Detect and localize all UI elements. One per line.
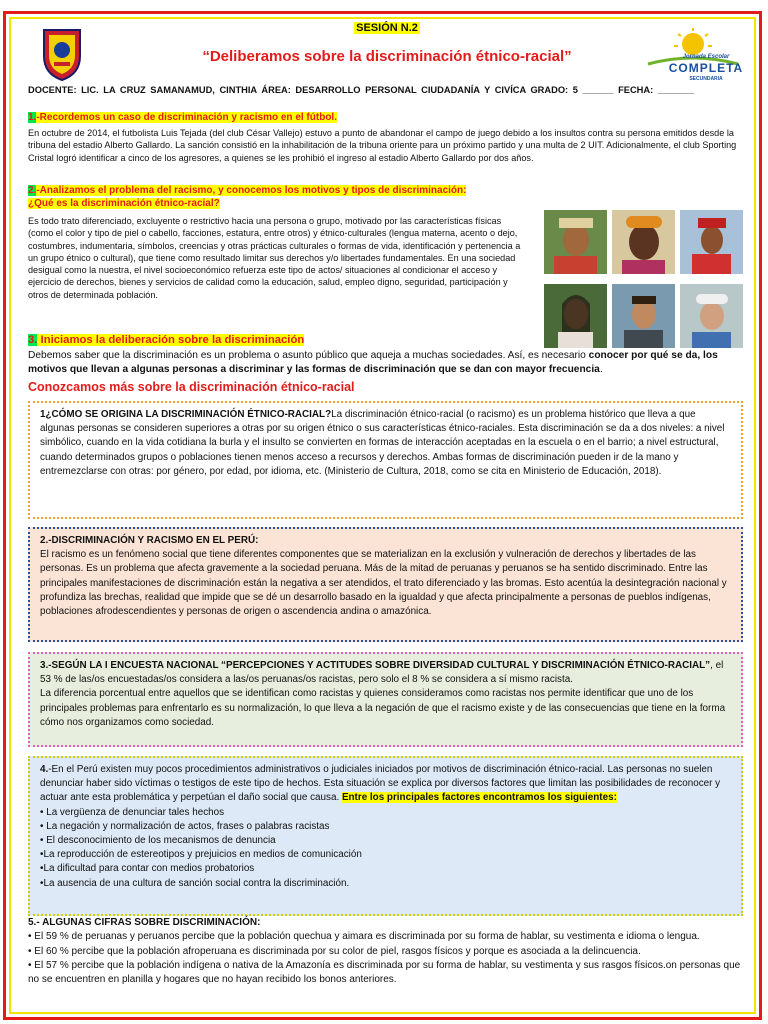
list-item: • El 57 % percibe que la población indígena o nativa de la Amazonía es discriminada por su forma de hablar, su vestimenta y sus rasgos físicos.on personas que no se encuentren en planilla y hogares que no hayan recibido los bonos anteriores. [28, 959, 741, 986]
list-item: • El 59 % de peruanas y peruanos percibe que la población quechua y aimara es discriminada por su forma de hablar, su vestimenta e idioma o lengua. [28, 931, 700, 943]
list-item: •La dificultad para contar con medios probatorios [40, 863, 255, 875]
section-1-body: En octubre de 2014, el futbolista Luis Tejada (del club César Vallejo) estuvo a punto de abandonar el campo de juego debido a los insultos contra su persona emitidos desde la tribuna del estadio Alberto Gallardo. La sanción consistió en la inhabilitación de la tribuna oriente para un próximo partido y una multa de 2 UIT. Adicionalmente, el club Sporting Cristal logró identificar a cinco de los agresores, a quienes se les prohibió el ingreso al estadio Alberto Gallardo por dos años. [28, 128, 737, 163]
portrait-photo-icon [612, 210, 675, 274]
section-1-heading: 1.-Recordemos un caso de discriminación y racismo en el fútbol. [28, 112, 337, 123]
photo-grid [544, 210, 744, 350]
factors-highlight: Entre los principales factores encontramos los siguientes: [341, 792, 617, 804]
logo-sub-text: SECUNDARIA [689, 76, 723, 82]
list-item: •La ausencia de una cultura de sanción social contra la discriminación. [40, 877, 350, 889]
list-item: • El desconocimiento de los mecanismos de denuncia [40, 835, 276, 847]
info-box-survey: 3.-SEGÚN LA I ENCUESTA NACIONAL “PERCEPCIONES Y ACTITUDES SOBRE DIVERSIDAD CULTURAL Y DISCRIMINACIÓN ÉTNICO-RACIAL”, el 53 % de las/os encuestadas/os considera a las/os peruanas/os racistas, pero solo el 8 % se considera a sí mismo racista. La diferencia porcentual entre aquellos que se identifican como racistas y quienes consideramos como racistas nos permite identificar que uno de los principales problemas para enfrentarlo es su normalización, lo que lleva a la negación de que el racismo existe y de las consecuencias que tiene en la forma cómo nos organizamos como sociedad. [28, 652, 743, 747]
portrait-photo-icon [612, 284, 675, 348]
info-box-origin: 1¿CÓMO SE ORIGINA LA DISCRIMINACIÓN ÉTNICO-RACIAL?La discriminación étnico-racial (o racismo) es un problema histórico que lleva a que algunas personas se consideren superiores a otras por su origen étnico o sus características étnico-raciales. Esta discriminación se da a dos niveles: a nivel simbólico, cuando en la vida cotidiana la burla y el insulto se convierten en formas de interacción aceptadas en la escuela o en el barrio; a nivel estructural, cuando determinados grupos o poblaciones tienen menos acceso a recursos y derechos. Ambas formas de discriminación pueden ir de la mano y entremezclarse con otras: por género, por edad, por idioma, etc. (Ministerio de Cultura, 2018, como se cita en Ministerio de Educación, 2018). [28, 401, 743, 519]
info-box-peru: 2.-DISCRIMINACIÓN Y RACISMO EN EL PERÚ: El racismo es un fenómeno social que tiene diferentes componentes que se materializan en la exclusión y vulneración de derechos y libertades de las personas. Es un problema que afecta gravemente a la sociedad peruana. Más de la mitad de peruanas y peruanos se ha sentido discriminado. Entre las principales manifestaciones de discriminación están la negativa a ser atendidos, el trato diferenciado y las bromas. Esto acentúa la desintegración nacional y profundiza las brechas, realidad que impide que se dé un desarrollo basado en la igualdad y que afecta principalmente a personas de pueblos indígenas, poblaciones afrodescendientes y personas de origen o ascendencia andina o amazónica. [28, 527, 743, 642]
conozcamos-heading: Conozcamos más sobre la discriminación étnico-racial [28, 380, 355, 394]
session-label: SESIÓN N.2 [356, 22, 418, 34]
factors-list [40, 806, 731, 891]
section-2-heading: 2.-Analizamos el problema del racismo, y conocemos los motivos y tipos de discriminación: ¿Qué es la discriminación étnico-racial? [28, 185, 467, 209]
section-2-body: Es todo trato diferenciado, excluyente o restrictivo hacia una persona o grupo, motivado por las características físicas (como el color y tipo de piel o cabello, facciones, estatura, entre otros) y étnico-culturales (lengua materna, acento o dejo, costumbres, indumentaria, símbolos, creencias y otras prácticas culturales o formas de vida, identificación y pertenencia a un grupo étnico o cultural), que tiene como resultado limitar sus derechos y/o libertades fundamentales. En una sociedad desigual como la nuestra, el nivel socioeconómico refuerza este tipo de actos/ situaciones al condicionar el acceso y ejercicio de derechos, bienes y servicios de calidad como la educación, salud, empleo digno, seguridad, participación y otros de determinada población. [28, 216, 521, 300]
section-2-question: ¿Qué es la discriminación étnico-racial? [28, 198, 220, 209]
teacher-info: DOCENTE: LIC. LA CRUZ SAMANAMUD, CINTHIA ÁREA: DESARROLLO PERSONAL CIUDADANÍA Y CIVÍCA GRADO: 5 ______ FECHA: _______ [28, 85, 694, 95]
logo-top-text: Jornada Escolar [682, 54, 730, 60]
list-item: •La reproducción de estereotipos y prejuicios en medios de comunicación [40, 849, 362, 861]
section-3-body: Debemos saber que la discriminación es un problema o asunto público que aqueja a muchas sociedades. Así, es necesario conocer por qué se da, los motivos que llevan a algunas personas a discriminar y las formas de discriminación que se dan con mayor frecuencia. [28, 350, 718, 375]
portrait-photo-icon [680, 284, 743, 348]
portrait-photo-icon [544, 210, 607, 274]
portrait-photo-icon [680, 210, 743, 274]
list-item: • El 60 % percibe que la población afroperuana es discriminada por su color de piel, rasgos físicos y porque es asociada a la delincuencia. [28, 945, 641, 957]
info-box-factors: 4.-En el Perú existen muy pocos procedimientos administrativos o judiciales iniciados por motivos de discriminación étnico-racial. Las personas no suelen denunciar haber sido víctimas o testigos de este tipo de hechos. Esta situación se explica por diversos factores que limitan las posibilidades de reconocer y actuar ante esta problemática y perpetúan el daño social que causa. Entre los principales factores encontramos los siguientes: • La vergüenza de denunciar tales hechos • La negación y normalización de actos, frases o palabras racistas • El desconocimiento de los mecanismos de denuncia •La reproducción de estereotipos y prejuicios en medios de comunicación •La dificultad para contar con medios probatorios •La ausencia de una cultura de sanción social contra la discriminación. [28, 756, 743, 916]
list-item: • La vergüenza de denunciar tales hechos [40, 806, 225, 818]
section-3-heading: 3. Iniciamos la deliberación sobre la discriminación [28, 334, 305, 346]
portrait-photo-icon [544, 284, 607, 348]
section-5-figures: 5.- ALGUNAS CIFRAS SOBRE DISCRIMINACIÓN: • El 59 % de peruanas y peruanos percibe que la población quechua y aimara es discriminada por su forma de hablar, su vestimenta e idioma o lengua. • El 60 % percibe que la población afroperuana es discriminada por su color de piel, rasgos físicos y porque es asociada a la delincuencia. • El 57 % percibe que la población indígena o nativa de la Amazonía es discriminada por su forma de hablar, su vestimenta y sus rasgos físicos.on personas que no se encuentren en planilla y hogares que no hayan recibido los bonos anteriores. [28, 916, 746, 987]
page-title: “Deliberamos sobre la discriminación étnico-racial” [202, 48, 572, 65]
logo-main-text: COMPLETA [668, 61, 744, 75]
list-item: • La negación y normalización de actos, frases o palabras racistas [40, 820, 330, 832]
